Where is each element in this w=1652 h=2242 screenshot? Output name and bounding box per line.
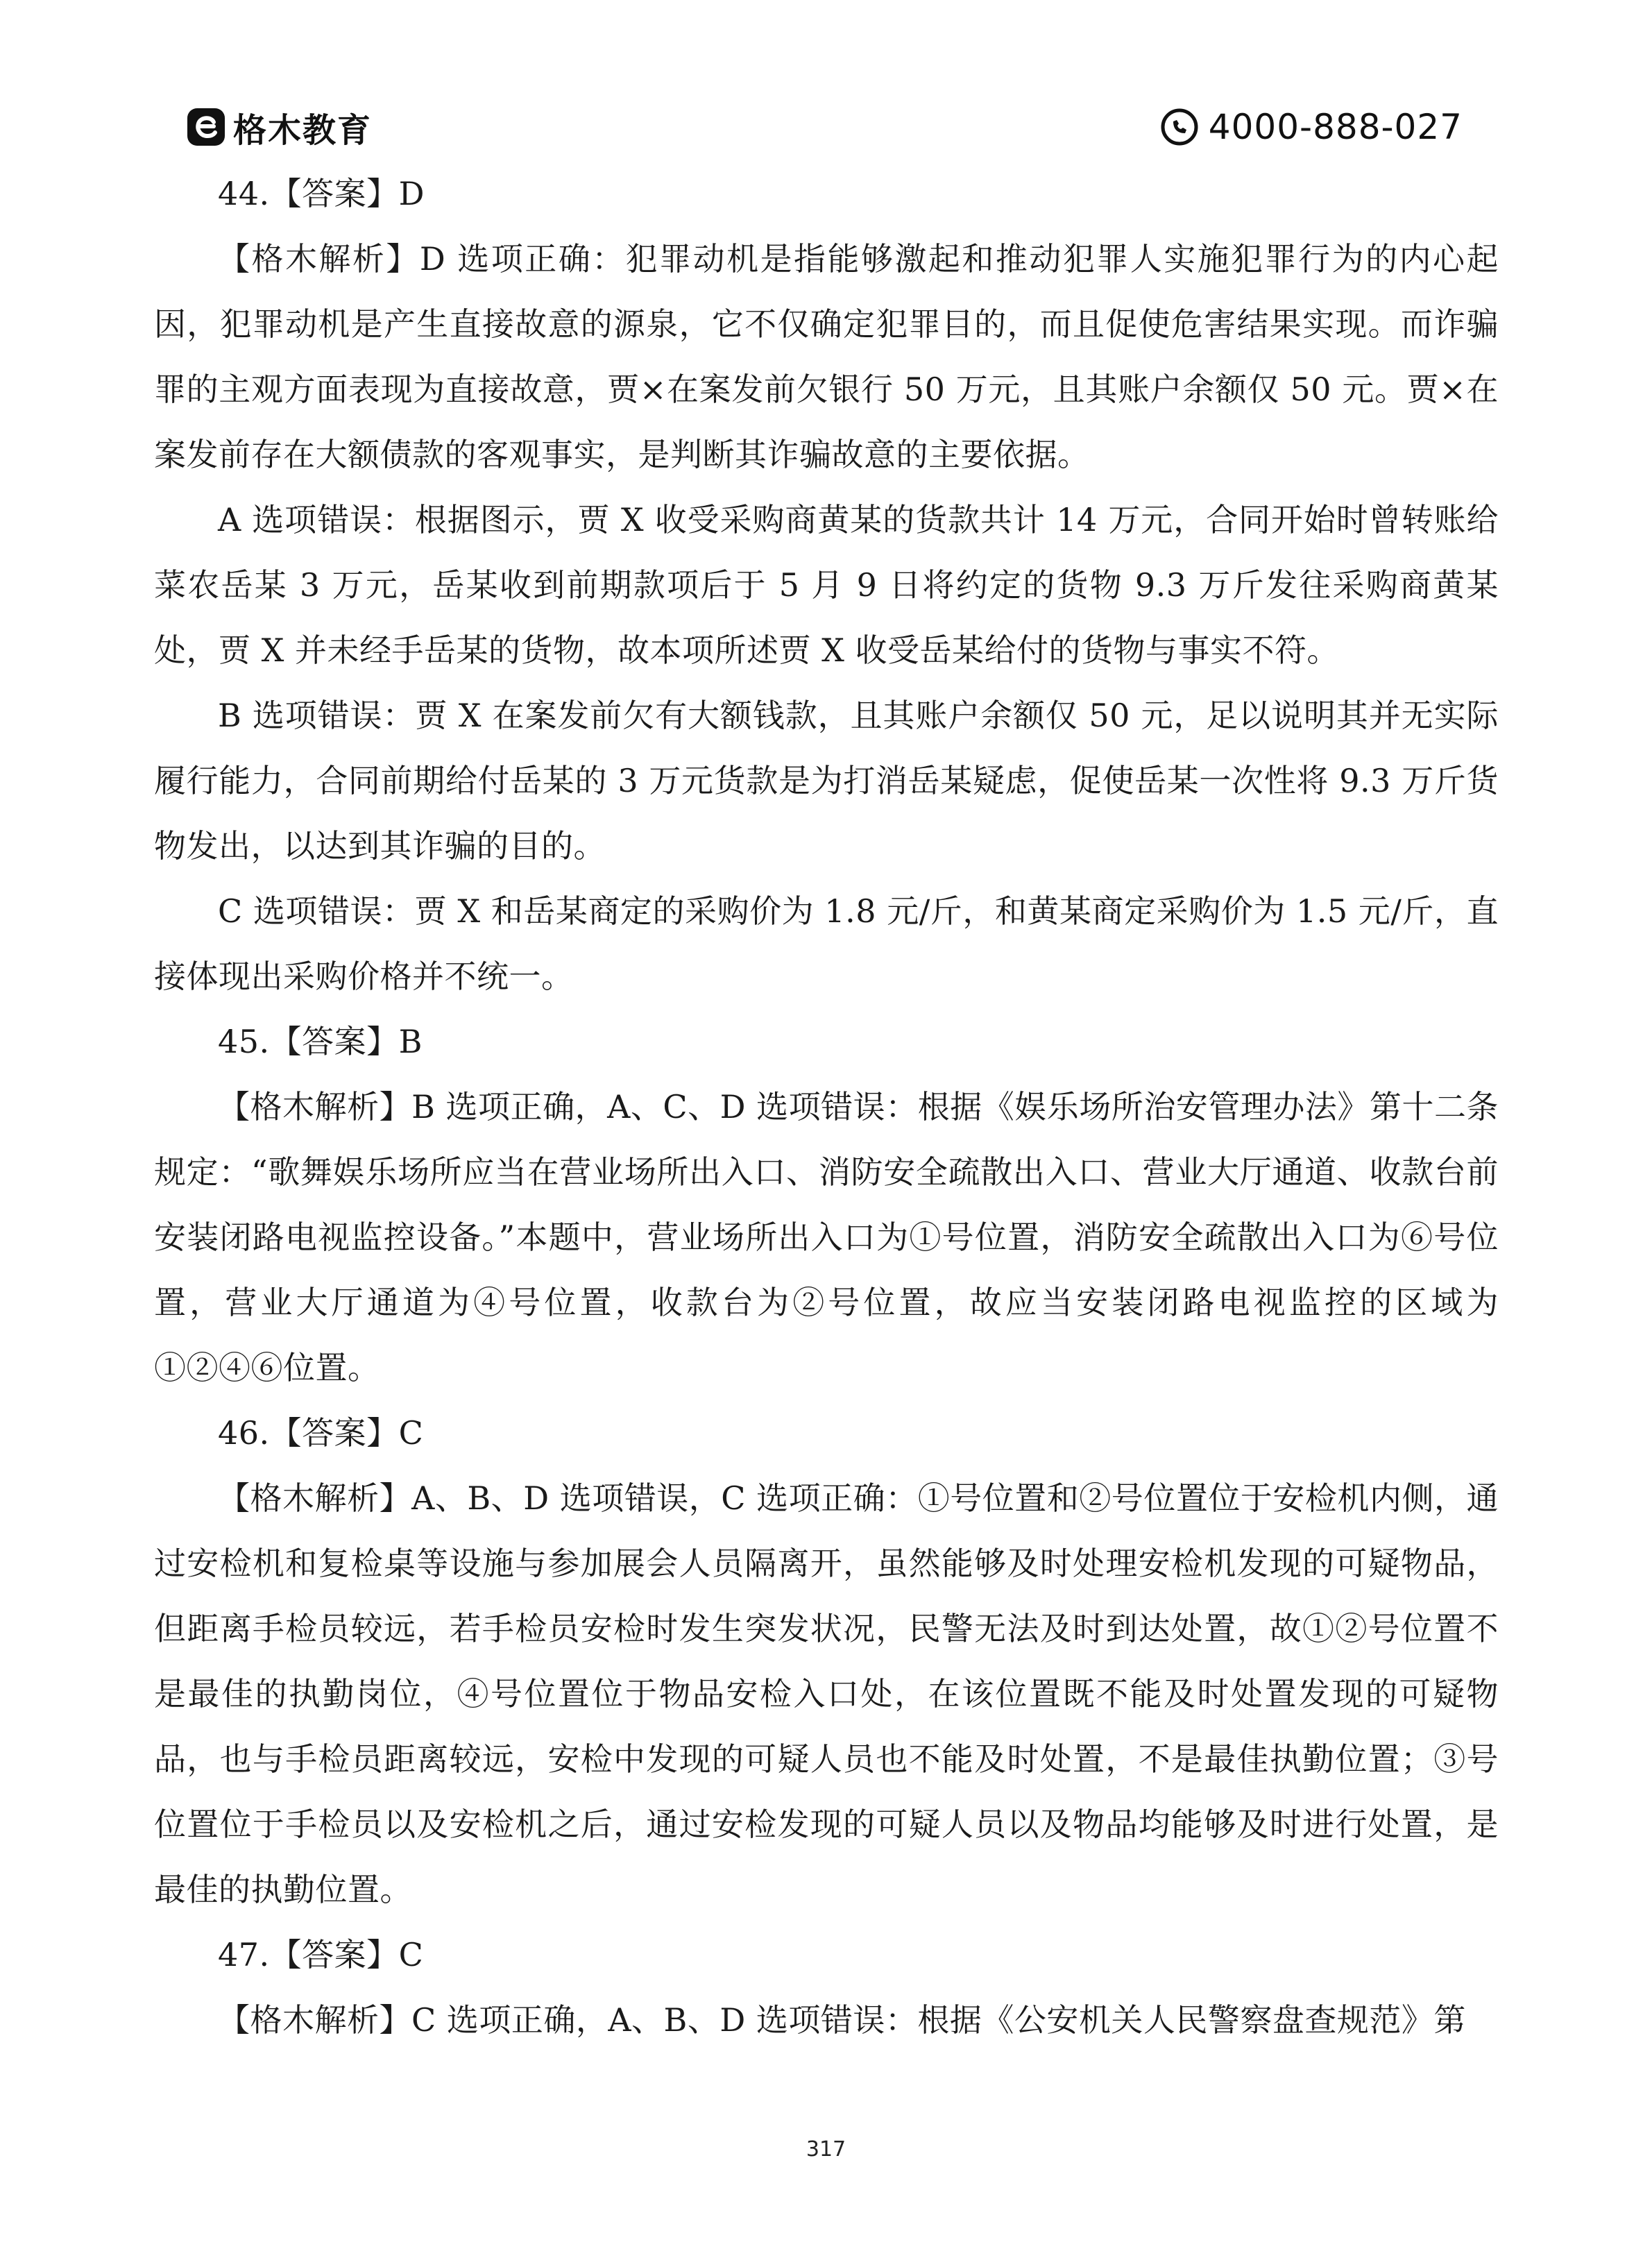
analysis-paragraph: B 选项错误：贾 X 在案发前欠有大额钱款，且其账户余额仅 50 元，足以说明其并无实际履行能力，合同前期给付岳某的 3 万元货款是为打消岳某疑虑，促使岳某一次性将 9.3 万斤货物发出，以达到其诈骗的目的。: [154, 697, 1499, 865]
analysis-paragraph: C 选项错误：贾 X 和岳某商定的采购价为 1.8 元/斤，和黄某商定采购价为 1.5 元/斤，直接体现出采购价格并不统一。: [154, 892, 1499, 995]
analysis-paragraph: 【格木解析】D 选项正确：犯罪动机是指能够激起和推动犯罪人实施犯罪行为的内心起因，犯罪动机是产生直接故意的源泉，它不仅确定犯罪目的，而且促使危害结果实现。而诈骗罪的主观方面表现为直接故意，贾×在案发前欠银行 50 万元，且其账户余额仅 50 元。贾×在案发前存在大额债款的客观事实，是判断其诈骗故意的主要依据。: [154, 240, 1499, 473]
analysis-paragraph: 【格木解析】B 选项正确，A、C、D 选项错误：根据《娱乐场所治安管理办法》第十二条规定：“歌舞娱乐场所应当在营业场所出入口、消防安全疏散出入口、营业大厅通道、收款台前安装闭路电视监控设备。”本题中，营业场所出入口为①号位置，消防安全疏散出入口为⑥号位置，营业大厅通道为④号位置，收款台为②号位置，故应当安装闭路电视监控的区域为①②④⑥位置。: [154, 1088, 1499, 1386]
page-number: 317: [806, 2137, 846, 2162]
answer-content: [154, 161, 1499, 2053]
analysis-paragraph: A 选项错误：根据图示，贾 X 收受采购商黄某的货款共计 14 万元，合同开始时曾转账给菜农岳某 3 万元，岳某收到前期款项后于 5 月 9 日将约定的货物 9.3 万斤发往采购商黄某处，贾 X 并未经手岳某的货物，故本项所述贾 X 收受岳某给付的货物与事实不符。: [154, 501, 1499, 669]
analysis-paragraph: 【格木解析】A、B、D 选项错误，C 选项正确：①号位置和②号位置位于安检机内侧，通过安检机和复检桌等设施与参加展会人员隔离开，虽然能够及时处理安检机发现的可疑物品，但距离手检员较远，若手检员安检时发生突发状况，民警无法及时到达处置，故①②号位置不是最佳的执勤岗位，④号位置位于物品安检入口处，在该位置既不能及时处置发现的可疑物品，也与手检员距离较远，安检中发现的可疑人员也不能及时处置，不是最佳执勤位置；③号位置位于手检员以及安检机之后，通过安检发现的可疑人员以及物品均能够及时进行处置，是最佳的执勤位置。: [154, 1479, 1499, 1908]
answer-line-45: 45.【答案】B: [218, 1023, 423, 1060]
hotline: [1160, 103, 1463, 151]
hotline-number: 4000-888-027: [1208, 107, 1463, 147]
brand-logo-icon: [186, 107, 226, 147]
brand-name: 格木教育: [233, 110, 373, 150]
phone-icon: [1160, 108, 1199, 146]
answer-line-46: 46.【答案】C: [218, 1414, 424, 1452]
brand-logo: [186, 103, 372, 151]
page-header: [186, 97, 1463, 160]
answer-line-44: 44.【答案】D: [218, 175, 425, 212]
answer-line-47: 47.【答案】C: [218, 1936, 424, 1973]
analysis-paragraph: 【格木解析】C 选项正确，A、B、D 选项错误：根据《公安机关人民警察盘查规范》第: [218, 2001, 1466, 2039]
